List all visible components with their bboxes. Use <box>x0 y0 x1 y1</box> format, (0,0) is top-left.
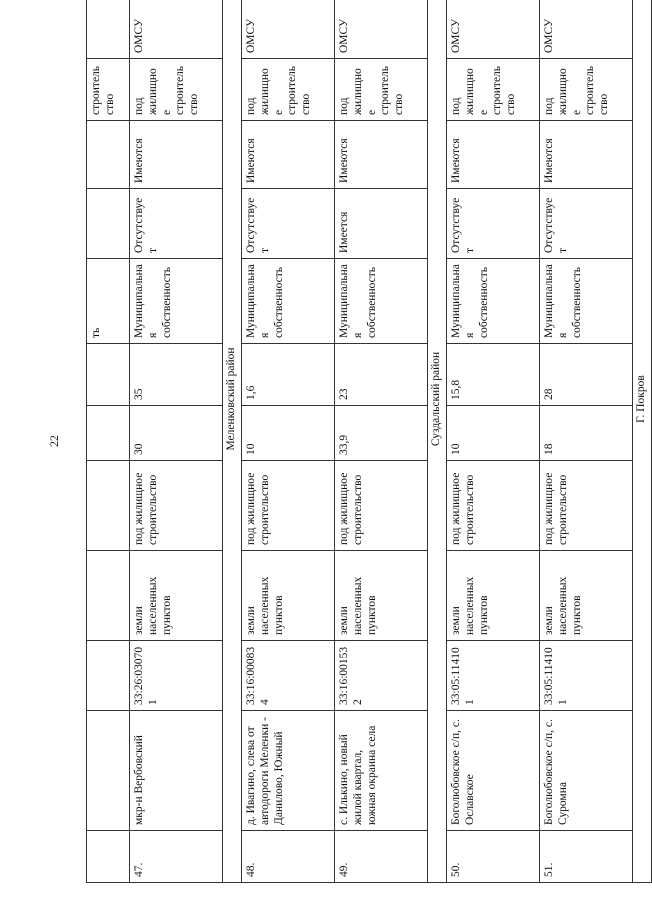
table-cell: Муниципальная собственность <box>335 259 428 344</box>
table-cell <box>87 641 130 711</box>
table-cell: под жилищное строительство <box>242 461 335 551</box>
table-cell: 47. <box>130 831 223 883</box>
table-cell: ОМСУ <box>540 0 633 59</box>
table-cell: Имеются <box>335 121 428 189</box>
table-cell: Муниципальная собственность <box>130 259 223 344</box>
table-cell <box>87 711 130 831</box>
table-row <box>130 0 223 883</box>
section-heading: Меленковский район <box>223 0 242 883</box>
section-heading: Г. Покров <box>633 0 652 883</box>
table-cell: Боголюбовское с/п, с. Суромна <box>540 711 633 831</box>
table-cell: под жилищное строительство <box>130 59 223 121</box>
table-cell: 23 <box>335 344 428 406</box>
table-cell: под жилищное строительство <box>335 59 428 121</box>
table-cell: 1,6 <box>242 344 335 406</box>
table-cell: под жилищное строительство <box>335 461 428 551</box>
table-cell: 33:05:114101 <box>447 641 540 711</box>
table-row <box>335 0 428 883</box>
table-cell: ть <box>87 259 130 344</box>
table-cell: Имеются <box>242 121 335 189</box>
land-plots-table <box>86 0 652 883</box>
table-cell: Имеются <box>130 121 223 189</box>
table-cell: Муниципальная собственность <box>540 259 633 344</box>
table-cell <box>87 406 130 461</box>
table-cell: земли населенных пунктов <box>242 551 335 641</box>
table-cell: Отсутствует <box>130 189 223 259</box>
table-cell <box>87 461 130 551</box>
table-cell: 48. <box>242 831 335 883</box>
table-cell: ОМСУ <box>335 0 428 59</box>
table-cell: Имеются <box>540 121 633 189</box>
table-cell: земли населенных пунктов <box>540 551 633 641</box>
table-cell: с. Илькино, новый жилой квартал, южная окраина села <box>335 711 428 831</box>
table-cell: мкр-н Вербовский <box>130 711 223 831</box>
page-number: 22 <box>46 435 61 447</box>
table-cell: 33,9 <box>335 406 428 461</box>
table-row <box>242 0 335 883</box>
section-heading: Суздальский район <box>428 0 447 883</box>
table-cell: 18 <box>540 406 633 461</box>
rotated-table-container <box>86 16 648 883</box>
table-cell: 10 <box>242 406 335 461</box>
table-row <box>447 0 540 883</box>
table-cell: 33:05:114101 <box>540 641 633 711</box>
table-cell <box>87 0 130 59</box>
table-cell: под жилищное строительство <box>130 461 223 551</box>
table-cell: Отсутствует <box>242 189 335 259</box>
table-cell: Боголюбовское с/п, с. Ославское <box>447 711 540 831</box>
table-cell: 33:16:001532 <box>335 641 428 711</box>
table-cell: под жилищное строительство <box>540 461 633 551</box>
table-cell: 15,8 <box>447 344 540 406</box>
section-row <box>223 0 242 883</box>
table-cell: 33:16:000834 <box>242 641 335 711</box>
table-cell: под жилищное строительство <box>242 59 335 121</box>
table-cell <box>87 344 130 406</box>
table-cell: строительство <box>87 59 130 121</box>
table-cell: Муниципальная собственность <box>447 259 540 344</box>
table-cell: 30 <box>130 406 223 461</box>
continued-row <box>87 0 130 883</box>
table-cell: 49. <box>335 831 428 883</box>
table-cell: земли населенных пунктов <box>447 551 540 641</box>
table-cell: 28 <box>540 344 633 406</box>
table-cell <box>87 121 130 189</box>
table-cell <box>87 551 130 641</box>
table-cell: Имеются <box>447 121 540 189</box>
table-cell: 50. <box>447 831 540 883</box>
table-cell: под жилищное строительство <box>447 461 540 551</box>
table-cell: 10 <box>447 406 540 461</box>
table-cell: 33:26:030701 <box>130 641 223 711</box>
table-cell <box>87 831 130 883</box>
table-cell: ОМСУ <box>447 0 540 59</box>
table-cell: Отсутствует <box>540 189 633 259</box>
table-cell: Имеется <box>335 189 428 259</box>
table-cell: Отсутствует <box>447 189 540 259</box>
table-cell: д. Ивагино, слева от автодороги Меленки - Данилово, Южный <box>242 711 335 831</box>
table-cell: ОМСУ <box>130 0 223 59</box>
table-cell: земли населенных пунктов <box>335 551 428 641</box>
table-cell: ОМСУ <box>242 0 335 59</box>
table-row <box>540 0 633 883</box>
table-cell: 35 <box>130 344 223 406</box>
section-row <box>633 0 652 883</box>
table-cell <box>87 189 130 259</box>
table-cell: под жилищное строительство <box>447 59 540 121</box>
section-row <box>428 0 447 883</box>
table-cell: под жилищное строительство <box>540 59 633 121</box>
table-cell: земли населенных пунктов <box>130 551 223 641</box>
table-cell: Муниципальная собственность <box>242 259 335 344</box>
table-cell: 51. <box>540 831 633 883</box>
